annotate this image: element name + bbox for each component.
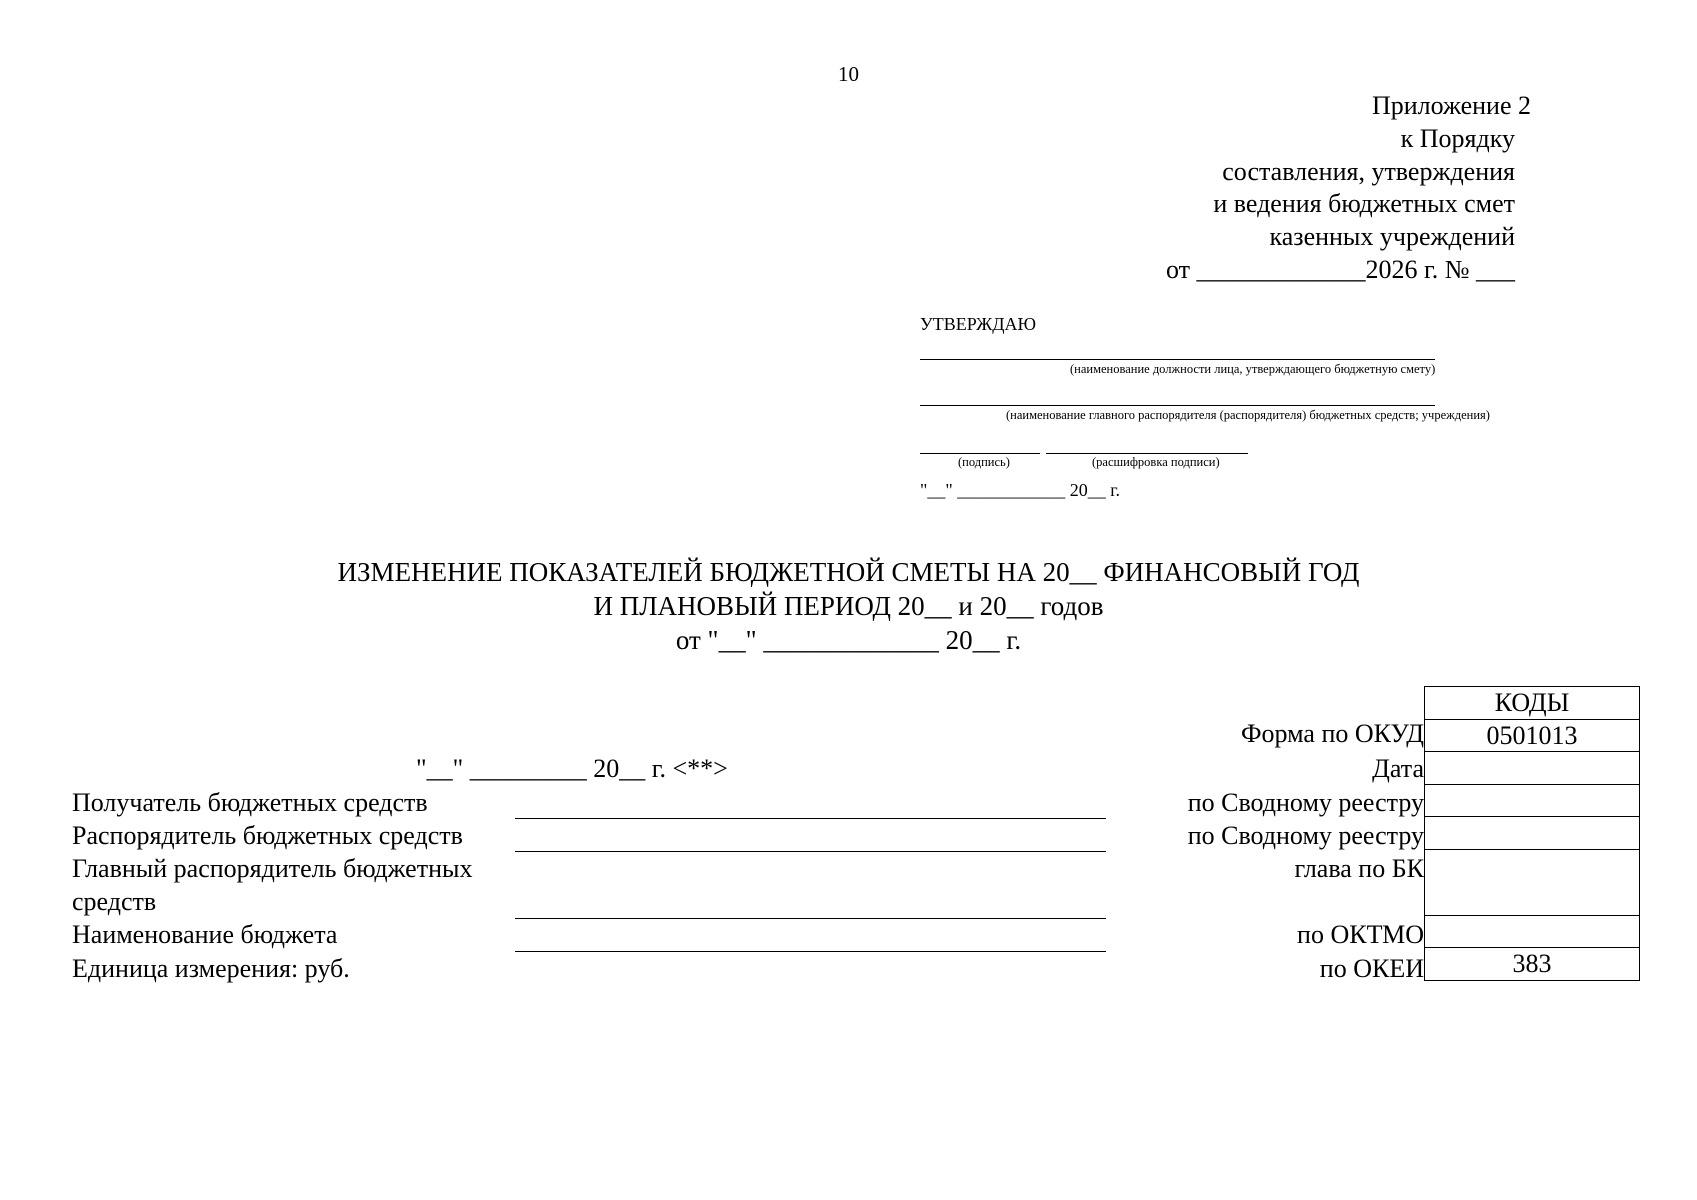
manager-line	[515, 851, 1106, 852]
recipient-line	[515, 818, 1106, 819]
okei-value: 383	[1425, 948, 1640, 981]
title-line: И ПЛАНОВЫЙ ПЕРИОД 20__ и 20__ годов	[593, 591, 1104, 621]
registry-label-2: по Сводному реестру	[1187, 821, 1424, 850]
oktmo-label: по ОКТМО	[1297, 920, 1424, 949]
position-line	[920, 359, 1435, 360]
oktmo-value	[1425, 915, 1640, 948]
appendix-line: и ведения бюджетных смет	[1213, 189, 1515, 219]
appendix-line: от _____________2026 г. № ___	[1165, 254, 1515, 284]
title-line: ИЗМЕНЕНИЕ ПОКАЗАТЕЛЕЙ БЮДЖЕТНОЙ СМЕТЫ НА 20__ ФИНАНСОВЫЙ ГОД	[337, 557, 1360, 587]
signature-decode-line	[1046, 453, 1248, 454]
organization-caption: (наименование главного распорядителя (распорядителя) бюджетных средств; учреждения)	[1006, 408, 1490, 422]
appendix-line: Приложение 2	[1371, 91, 1531, 120]
date-value	[1425, 752, 1640, 785]
form-date-line: "__" _________ 20__ г. <**>	[416, 754, 728, 783]
manager-label: Распорядитель бюджетных средств	[72, 821, 463, 850]
chief-manager-label-cont: средств	[72, 887, 157, 916]
recipient-label: Получатель бюджетных средств	[72, 788, 428, 817]
appendix-block	[1165, 90, 1531, 287]
date-code-label: Дата	[1372, 754, 1424, 783]
organization-line	[920, 405, 1435, 406]
okei-label: по ОКЕИ	[1319, 954, 1424, 983]
bk-chapter-label: глава по БК	[1294, 854, 1424, 883]
position-caption: (наименование должности лица, утверждающего бюджетную смету)	[1070, 362, 1436, 376]
registry-value-2	[1425, 817, 1640, 850]
registry-label: по Сводному реестру	[1187, 788, 1424, 817]
appendix-line: составления, утверждения	[1222, 156, 1515, 186]
bk-chapter-value	[1425, 849, 1640, 915]
approve-heading: УТВЕРЖДАЮ	[920, 314, 1037, 334]
title-line: от "__" _____________ 20__ г.	[675, 625, 1022, 655]
appendix-line: к Порядку	[1400, 123, 1515, 153]
approval-date: "__" ____________ 20__ г.	[920, 480, 1121, 500]
signature-decode-caption: (расшифровка подписи)	[1092, 455, 1220, 469]
codes-header: КОДЫ	[1425, 687, 1640, 720]
signature-line	[920, 453, 1040, 454]
appendix-line: казенных учреждений	[1269, 222, 1515, 252]
budget-name-line	[515, 951, 1106, 952]
codes-table	[1424, 686, 1640, 981]
chief-manager-line	[515, 918, 1106, 919]
okud-label: Форма по ОКУД	[1241, 719, 1424, 748]
unit-label: Единица измерения: руб.	[72, 954, 350, 983]
signature-caption: (подпись)	[958, 455, 1010, 469]
registry-value	[1425, 784, 1640, 817]
page-number: 10	[838, 62, 859, 86]
document-title	[0, 555, 1697, 657]
okud-value: 0501013	[1425, 719, 1640, 752]
chief-manager-label: Главный распорядитель бюджетных	[72, 854, 473, 883]
budget-name-label: Наименование бюджета	[72, 920, 338, 949]
